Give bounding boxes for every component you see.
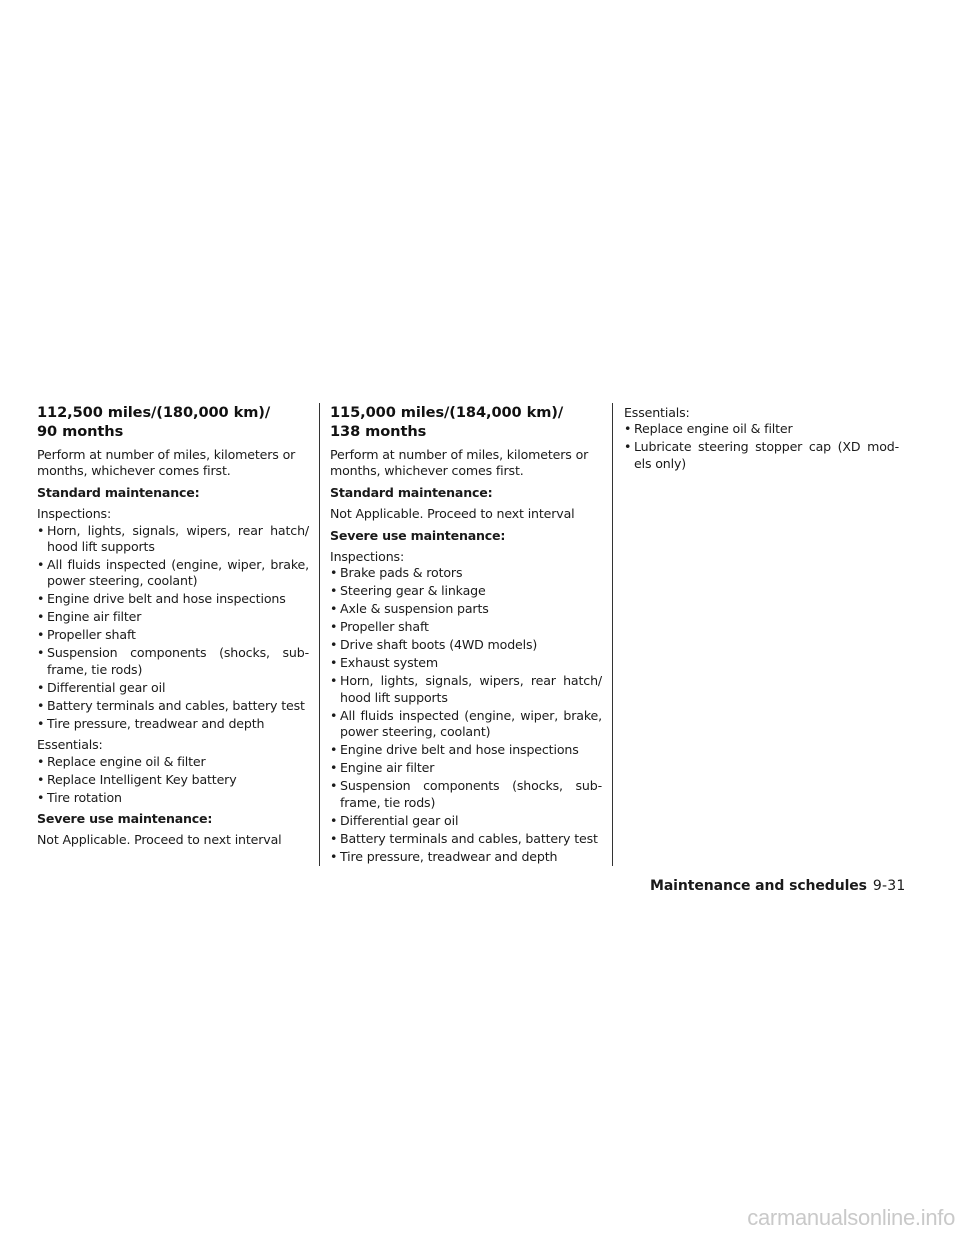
bullet-icon: • (37, 609, 45, 625)
list-item (37, 754, 309, 770)
bullet-icon: • (37, 697, 45, 713)
bullet-icon: • (37, 679, 45, 695)
essentials-list (624, 421, 899, 472)
list-item (37, 790, 309, 806)
column-continued (624, 405, 899, 477)
severe-maintenance-label: Severe use maintenance: (330, 527, 506, 543)
inspections-label: Inspections: (37, 506, 112, 522)
list-item-text: Lubricate steering stopper cap (XD mod-els only) (634, 439, 899, 471)
list-item (37, 698, 309, 714)
list-item-text: Replace engine oil & filter (47, 753, 206, 769)
severe-maintenance-text: Not Applicable. Proceed to next interval (37, 832, 282, 848)
list-item-text: Engine drive belt and hose inspections (47, 591, 286, 607)
list-item-text: Engine air filter (47, 609, 142, 625)
severe-maintenance-label: Severe use maintenance: (37, 811, 213, 827)
list-item (330, 655, 602, 671)
list-item-text: Axle & suspension parts (340, 601, 489, 617)
essentials-label: Essentials: (37, 737, 103, 753)
list-item-text: Battery terminals and cables, battery test (47, 697, 305, 713)
list-item-text: Suspension components (shocks, sub-frame, tie rods) (340, 778, 602, 810)
bullet-icon: • (37, 645, 45, 661)
bullet-icon: • (37, 557, 45, 573)
heading-line-1: 112,500 miles/(180,000 km)/ (37, 404, 271, 421)
list-item (330, 583, 602, 599)
heading-line-1: 115,000 miles/(184,000 km)/ (330, 404, 564, 421)
list-item-text: Engine air filter (340, 760, 435, 776)
list-item-text: Exhaust system (340, 655, 439, 671)
list-item (330, 760, 602, 776)
list-item (37, 557, 309, 590)
list-item-text: Engine drive belt and hose inspections (340, 742, 579, 758)
list-item (37, 645, 309, 678)
bullet-icon: • (330, 655, 338, 671)
bullet-icon: • (37, 789, 45, 805)
standard-maintenance-text: Not Applicable. Proceed to next interval (330, 506, 575, 522)
standard-maintenance-label: Standard maintenance: (37, 484, 200, 500)
list-item-text: Horn, lights, signals, wipers, rear hatch/ hood lift supports (47, 522, 309, 555)
list-item-text: Differential gear oil (340, 812, 459, 828)
bullet-icon: • (624, 439, 632, 455)
list-item-text: Tire pressure, treadwear and depth (47, 715, 265, 731)
bullet-icon: • (624, 421, 632, 437)
bullet-icon: • (330, 601, 338, 617)
list-item (37, 680, 309, 696)
list-item (330, 831, 602, 847)
list-item (37, 609, 309, 625)
bullet-icon: • (330, 673, 338, 689)
list-item-text: Tire pressure, treadwear and depth (340, 848, 558, 864)
list-item (330, 673, 602, 706)
bullet-icon: • (330, 848, 338, 864)
list-item (37, 716, 309, 732)
list-item-text: Tire rotation (47, 789, 122, 805)
bullet-icon: • (330, 637, 338, 653)
list-item (330, 637, 602, 653)
list-item (330, 742, 602, 758)
inspections-label: Inspections: (330, 549, 405, 565)
list-item-text: All fluids inspected (engine, wiper, brake, power steering, coolant) (47, 557, 309, 589)
bullet-icon: • (37, 591, 45, 607)
list-item (330, 565, 602, 581)
list-item (330, 601, 602, 617)
watermark: carmanualsonline.info (747, 1205, 955, 1230)
column-115000-miles (330, 403, 602, 870)
bullet-icon: • (330, 619, 338, 635)
list-item-text: Differential gear oil (47, 679, 166, 695)
bullet-icon: • (330, 778, 338, 794)
list-item (37, 627, 309, 643)
inspections-list (37, 523, 309, 733)
column-112500-miles (37, 403, 309, 854)
bullet-icon: • (330, 742, 338, 758)
list-item (624, 421, 899, 437)
column-divider (612, 403, 613, 866)
list-item (330, 619, 602, 635)
essentials-label: Essentials: (624, 405, 690, 420)
page-footer (650, 877, 906, 895)
interval-heading (37, 403, 309, 441)
page-number: 9-31 (872, 878, 906, 894)
bullet-icon: • (37, 627, 45, 643)
list-item (624, 439, 899, 472)
bullet-icon: • (330, 760, 338, 776)
list-item-text: Propeller shaft (47, 627, 136, 643)
standard-maintenance-label: Standard maintenance: (330, 484, 493, 500)
column-divider (319, 403, 320, 866)
heading-line-2: 138 months (330, 423, 427, 440)
list-item (330, 778, 602, 811)
interval-heading (330, 403, 602, 441)
list-item-text: Drive shaft boots (4WD models) (340, 637, 538, 653)
bullet-icon: • (330, 812, 338, 828)
list-item-text: Horn, lights, signals, wipers, rear hatch/ hood lift supports (340, 673, 602, 705)
bullet-icon: • (330, 707, 338, 723)
bullet-icon: • (330, 565, 338, 581)
list-item (330, 708, 602, 741)
list-item (37, 523, 309, 556)
bullet-icon: • (37, 753, 45, 769)
section-title: Maintenance and schedules (650, 878, 867, 894)
bullet-icon: • (37, 715, 45, 731)
heading-line-2: 90 months (37, 423, 124, 440)
bullet-icon: • (330, 830, 338, 846)
interval-intro: Perform at number of miles, kilometers or months, whichever comes first. (330, 447, 589, 479)
list-item-text: Steering gear & linkage (340, 583, 486, 599)
inspections-list (330, 565, 602, 865)
list-item-text: Suspension components (shocks, sub-frame, tie rods) (47, 645, 309, 677)
bullet-icon: • (330, 583, 338, 599)
essentials-list (37, 754, 309, 806)
list-item-text: Propeller shaft (340, 619, 429, 635)
bullet-icon: • (37, 522, 45, 538)
bullet-icon: • (37, 771, 45, 787)
interval-intro: Perform at number of miles, kilometers or months, whichever comes first. (37, 447, 296, 479)
list-item-text: Battery terminals and cables, battery test (340, 830, 598, 846)
list-item-text: All fluids inspected (engine, wiper, brake, power steering, coolant) (340, 707, 602, 740)
list-item (330, 849, 602, 865)
list-item (37, 591, 309, 607)
list-item (37, 772, 309, 788)
list-item (330, 813, 602, 829)
list-item-text: Replace Intelligent Key battery (47, 771, 237, 787)
list-item-text: Brake pads & rotors (340, 565, 463, 581)
list-item-text: Replace engine oil & filter (634, 421, 793, 437)
